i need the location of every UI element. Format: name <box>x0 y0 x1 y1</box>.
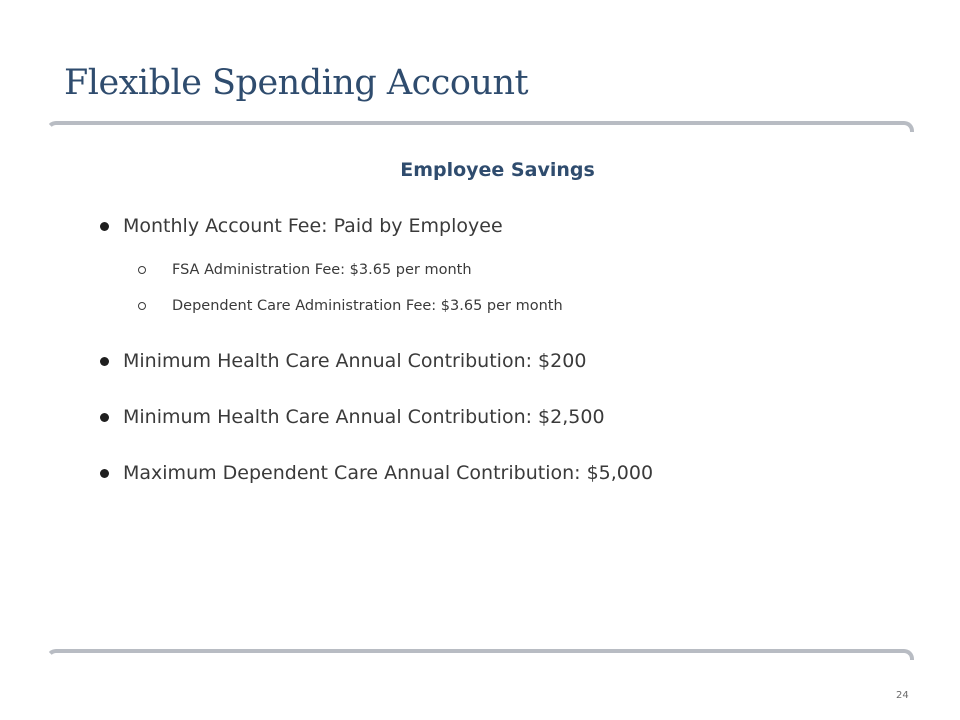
section-heading: Employee Savings <box>400 159 595 181</box>
bullet-item-min-health-200 <box>96 350 586 372</box>
bullet-dot-icon <box>100 413 109 422</box>
sub-bullet-text: Dependent Care Administration Fee: $3.65 per month <box>172 298 563 314</box>
sub-bullet-ring-icon <box>138 302 146 310</box>
bullet-text: Minimum Health Care Annual Contribution: $200 <box>123 350 587 372</box>
sub-bullet-text: FSA Administration Fee: $3.65 per month <box>172 262 472 278</box>
sub-bullet-dependent-care-fee <box>136 298 563 314</box>
bullet-item-max-dependent-care <box>96 462 653 484</box>
sub-bullet-ring-icon <box>138 266 146 274</box>
slide-title: Flexible Spending Account <box>64 63 529 103</box>
bullet-text: Monthly Account Fee: Paid by Employee <box>123 215 503 237</box>
page-number: 24 <box>896 690 909 701</box>
bullet-text: Minimum Health Care Annual Contribution: $2,500 <box>123 406 605 428</box>
bullet-text: Maximum Dependent Care Annual Contribution: $5,000 <box>123 462 654 484</box>
bullet-item-monthly-fee <box>96 215 503 237</box>
top-divider-line <box>46 121 914 132</box>
bullet-dot-icon <box>100 469 109 478</box>
bullet-item-min-health-2500 <box>96 406 605 428</box>
bottom-divider-line <box>46 649 914 660</box>
bullet-dot-icon <box>100 222 109 231</box>
sub-bullet-fsa-fee <box>136 262 472 278</box>
bullet-dot-icon <box>100 357 109 366</box>
